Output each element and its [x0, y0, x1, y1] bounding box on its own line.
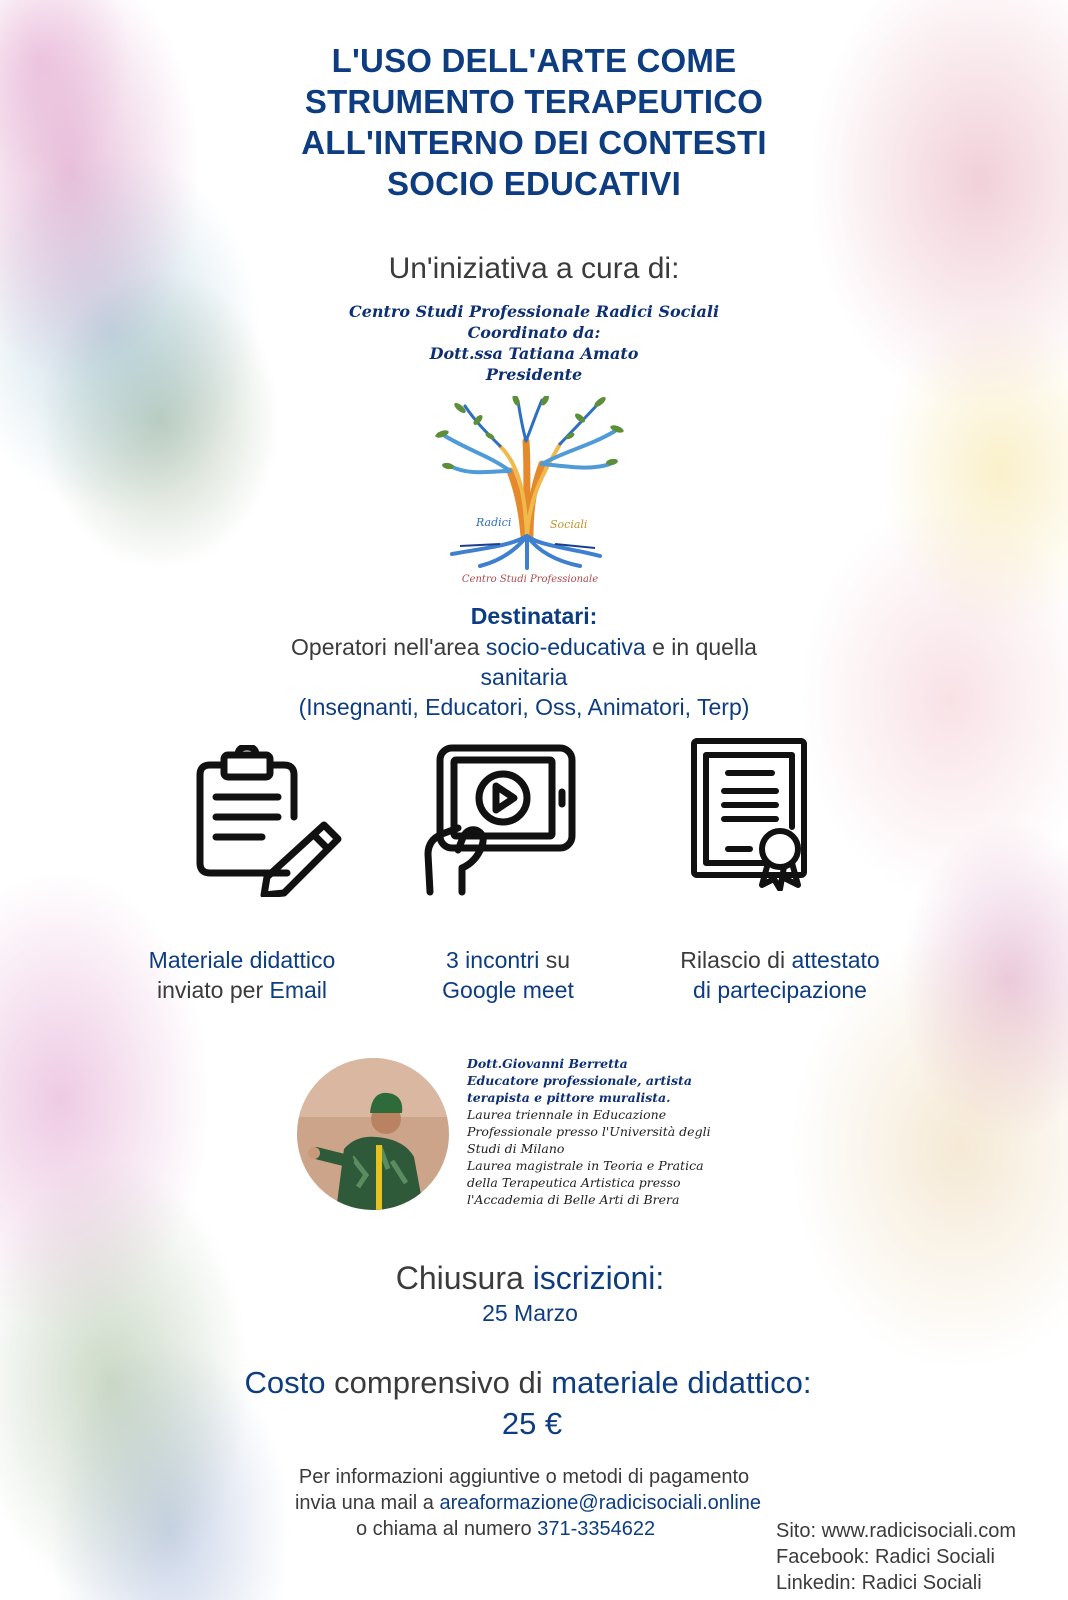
clipboard-pencil-icon	[192, 745, 352, 897]
audience-line-3: (Insegnanti, Educatori, Oss, Animatori, Terp)	[298, 694, 750, 720]
coordinator-role: Presidente	[485, 365, 583, 384]
website-link[interactable]: Sito: www.radicisociali.com	[776, 1520, 1017, 1542]
feature-meetings: 3 incontri su Google meet	[442, 947, 574, 1003]
phone-link[interactable]: 371-3354622	[537, 1518, 656, 1540]
feature-material: Materiale didattico inviato per Email	[148, 947, 336, 1003]
page-title	[0, 40, 1068, 204]
title-line-4: SOCIO EDUCATIVI	[387, 165, 681, 202]
initiative-label: Un'iniziativa a cura di:	[388, 252, 680, 285]
contact-line-2: invia una mail a areaformazione@radicisociali.online	[294, 1492, 762, 1514]
title-line-2: STRUMENTO TERAPEUTICO	[304, 83, 764, 120]
tablet-video-icon	[418, 742, 578, 898]
email-link[interactable]: areaformazione@radicisociali.online	[439, 1492, 762, 1514]
logo-word-left: Radici	[476, 516, 512, 529]
speaker-bio: Dott.Giovanni Berretta Educatore professionale, artista terapista e pittore muralista. Laurea triennale in Educazione Professionale presso l'Università degli Studi di Milano Laurea magistrale in Teoria e Pratica della Terapeutica Artistica presso l'Accademia di Belle Arti di Brera	[467, 1055, 797, 1208]
facebook-link[interactable]: Facebook: Radici Sociali	[776, 1546, 995, 1568]
cost-label: Costo comprensivo di materiale didattico:	[244, 1365, 812, 1400]
coordinator-label: Coordinato da:	[467, 323, 601, 342]
contact-line-1: Per informazioni aggiuntive o metodi di pagamento	[298, 1466, 750, 1488]
linkedin-link[interactable]: Linkedin: Radici Sociali	[776, 1572, 982, 1594]
speaker-name: Dott.Giovanni Berretta	[467, 1056, 628, 1071]
logo-caption: Centro Studi Professionale	[461, 574, 599, 585]
title-line-1: L'USO DELL'ARTE COME	[331, 42, 737, 79]
title-line-3: ALL'INTERNO DEI CONTESTI	[301, 124, 767, 161]
contact-line-3: o chiama al numero 371-3354622	[356, 1518, 656, 1540]
radici-sociali-logo	[430, 396, 630, 586]
coordinator-name: Dott.ssa Tatiana Amato	[429, 344, 639, 363]
enrollment-date: 25 Marzo	[482, 1300, 578, 1326]
price: 25 €	[501, 1406, 563, 1441]
organizer-name: Centro Studi Professionale Radici Sociali	[348, 302, 720, 321]
audience-line-1: Operatori nell'area socio-educativa e in quella	[291, 634, 757, 660]
enrollment-label: Chiusura iscrizioni:	[395, 1260, 665, 1296]
audience-heading: Destinatari:	[470, 603, 598, 629]
feature-certificate: Rilascio di attestato di partecipazione	[680, 947, 880, 1003]
speaker-photo	[296, 1057, 450, 1211]
certificate-icon	[688, 737, 812, 891]
logo-word-right: Sociali	[550, 518, 588, 531]
audience-line-2: sanitaria	[480, 664, 568, 690]
organizer-block	[0, 301, 1068, 385]
